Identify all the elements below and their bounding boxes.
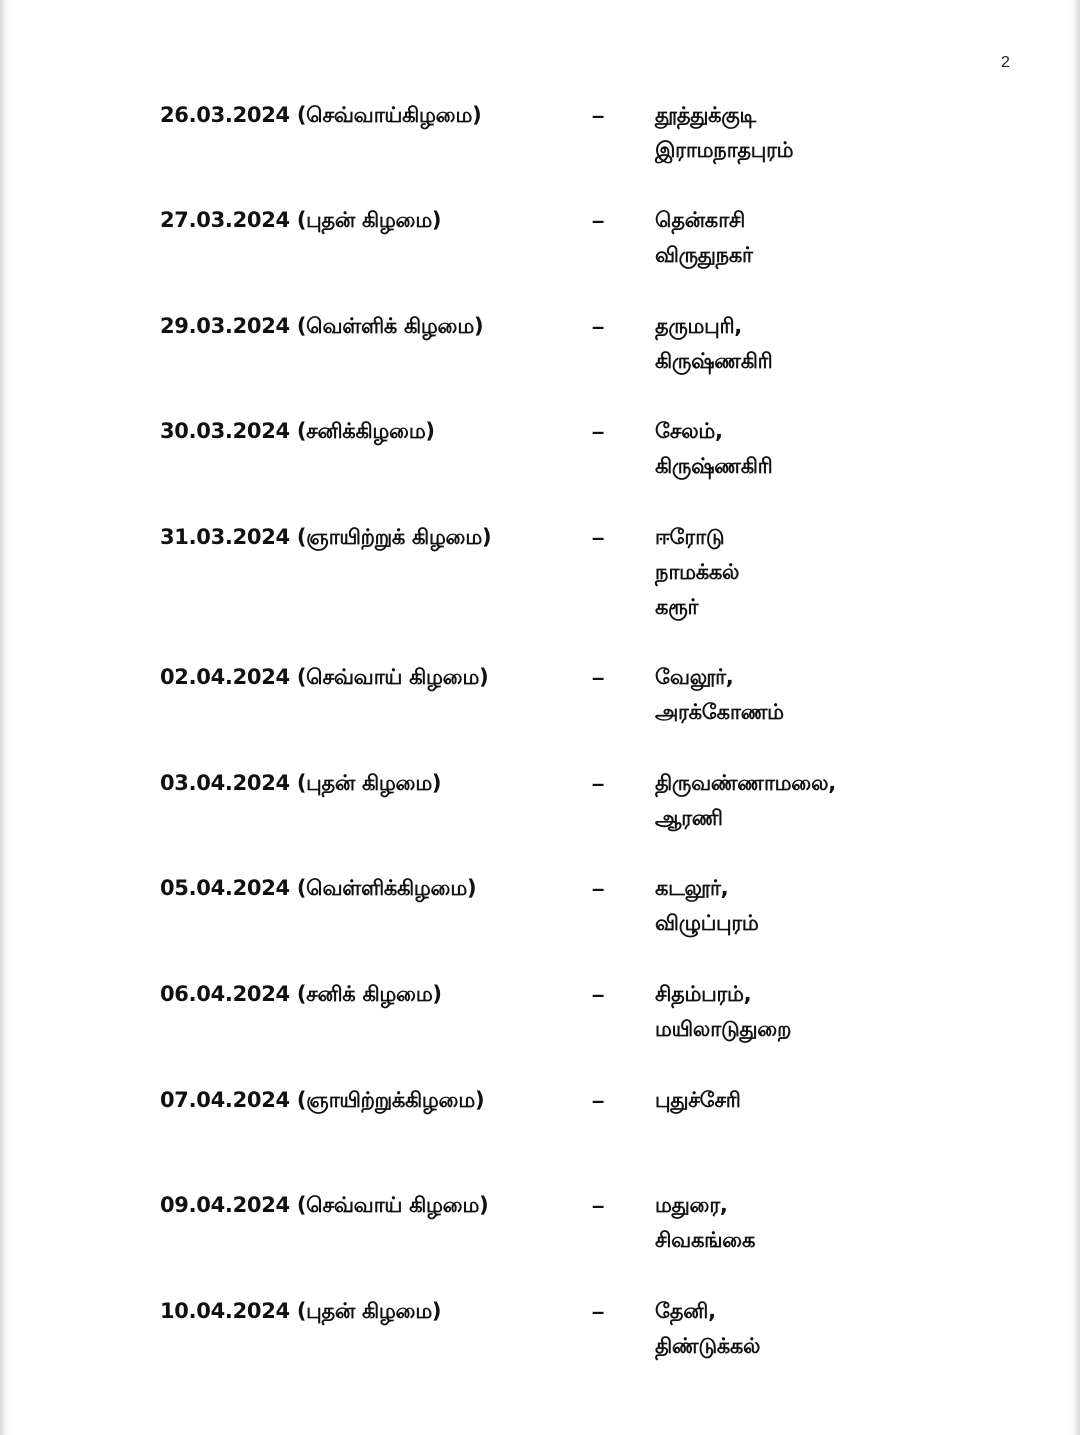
entry-date: 31.03.2024 (ஞாயிற்றுக் கிழமை) [160, 525, 492, 549]
entry-places [655, 309, 772, 379]
entry-places [655, 520, 739, 625]
place-name: சிதம்பரம், [655, 982, 752, 1006]
page-edge-right [1070, 0, 1080, 1435]
place-name: ஆரணி [655, 806, 723, 830]
place-name: நாமக்கல் [655, 560, 740, 584]
entry-dash: – [592, 314, 605, 339]
entry-date: 02.04.2024 (செவ்வாய் கிழமை) [160, 665, 489, 689]
entry-date: 09.04.2024 (செவ்வாய் கிழமை) [160, 1193, 489, 1217]
place-name: மதுரை, [655, 1193, 728, 1217]
entry-date: 03.04.2024 (புதன் கிழமை) [160, 771, 442, 795]
entry-places [655, 660, 784, 730]
entry-date: 10.04.2024 (புதன் கிழமை) [160, 1299, 442, 1323]
entry-date: 06.04.2024 (சனிக் கிழமை) [160, 982, 442, 1006]
place-name: ஈரோடு [655, 525, 725, 549]
place-name: விழுப்புரம் [655, 911, 759, 935]
entry-places [655, 977, 791, 1047]
entry-places [655, 871, 759, 941]
entry-places [655, 98, 793, 168]
entry-dash: – [592, 103, 605, 128]
entry-dash: – [592, 208, 605, 233]
entry-date: 27.03.2024 (புதன் கிழமை) [160, 208, 442, 232]
entry-dash: – [592, 982, 605, 1007]
entry-dash: – [592, 665, 605, 690]
entry-dash: – [592, 1088, 605, 1113]
entry-places [655, 414, 772, 484]
place-name: தூத்துக்குடி [655, 103, 756, 127]
entry-dash: – [592, 876, 605, 901]
entry-date: 30.03.2024 (சனிக்கிழமை) [160, 419, 435, 443]
place-name: மயிலாடுதுறை [655, 1017, 792, 1041]
place-name: சிவகங்கை [655, 1228, 756, 1252]
entry-date: 07.04.2024 (ஞாயிற்றுக்கிழமை) [160, 1088, 485, 1112]
entry-dash: – [592, 1193, 605, 1218]
place-name: திண்டுக்கல் [655, 1334, 761, 1358]
place-name: கடலூர், [655, 876, 729, 900]
entry-places [655, 1294, 760, 1364]
place-name: புதுச்சேரி [655, 1088, 741, 1112]
place-name: கிருஷ்ணகிரி [655, 454, 773, 478]
place-name: இராமநாதபுரம் [655, 138, 794, 162]
entry-dash: – [592, 771, 605, 796]
entry-dash: – [592, 1299, 605, 1324]
place-name: வேலூர், [655, 665, 734, 689]
place-name: தென்காசி [655, 208, 746, 232]
entry-places [655, 1083, 741, 1118]
place-name: அரக்கோணம் [655, 700, 784, 724]
entry-places [655, 1188, 755, 1258]
page-edge-left [0, 0, 10, 1435]
place-name: திருவண்ணாமலை, [655, 771, 836, 795]
entry-date: 05.04.2024 (வெள்ளிக்கிழமை) [160, 876, 477, 900]
place-name: தருமபுரி, [655, 314, 742, 338]
place-name: கிருஷ்ணகிரி [655, 349, 773, 373]
entry-date: 26.03.2024 (செவ்வாய்கிழமை) [160, 103, 482, 127]
entry-places [655, 203, 753, 273]
entry-places [655, 766, 836, 836]
page-number: 2 [1001, 54, 1010, 71]
place-name: விருதுநகர் [655, 243, 753, 267]
entry-dash: – [592, 525, 605, 550]
place-name: கரூர் [655, 595, 699, 619]
entry-dash: – [592, 419, 605, 444]
place-name: தேனி, [655, 1299, 716, 1323]
entry-date: 29.03.2024 (வெள்ளிக் கிழமை) [160, 314, 484, 338]
place-name: சேலம், [655, 419, 723, 443]
